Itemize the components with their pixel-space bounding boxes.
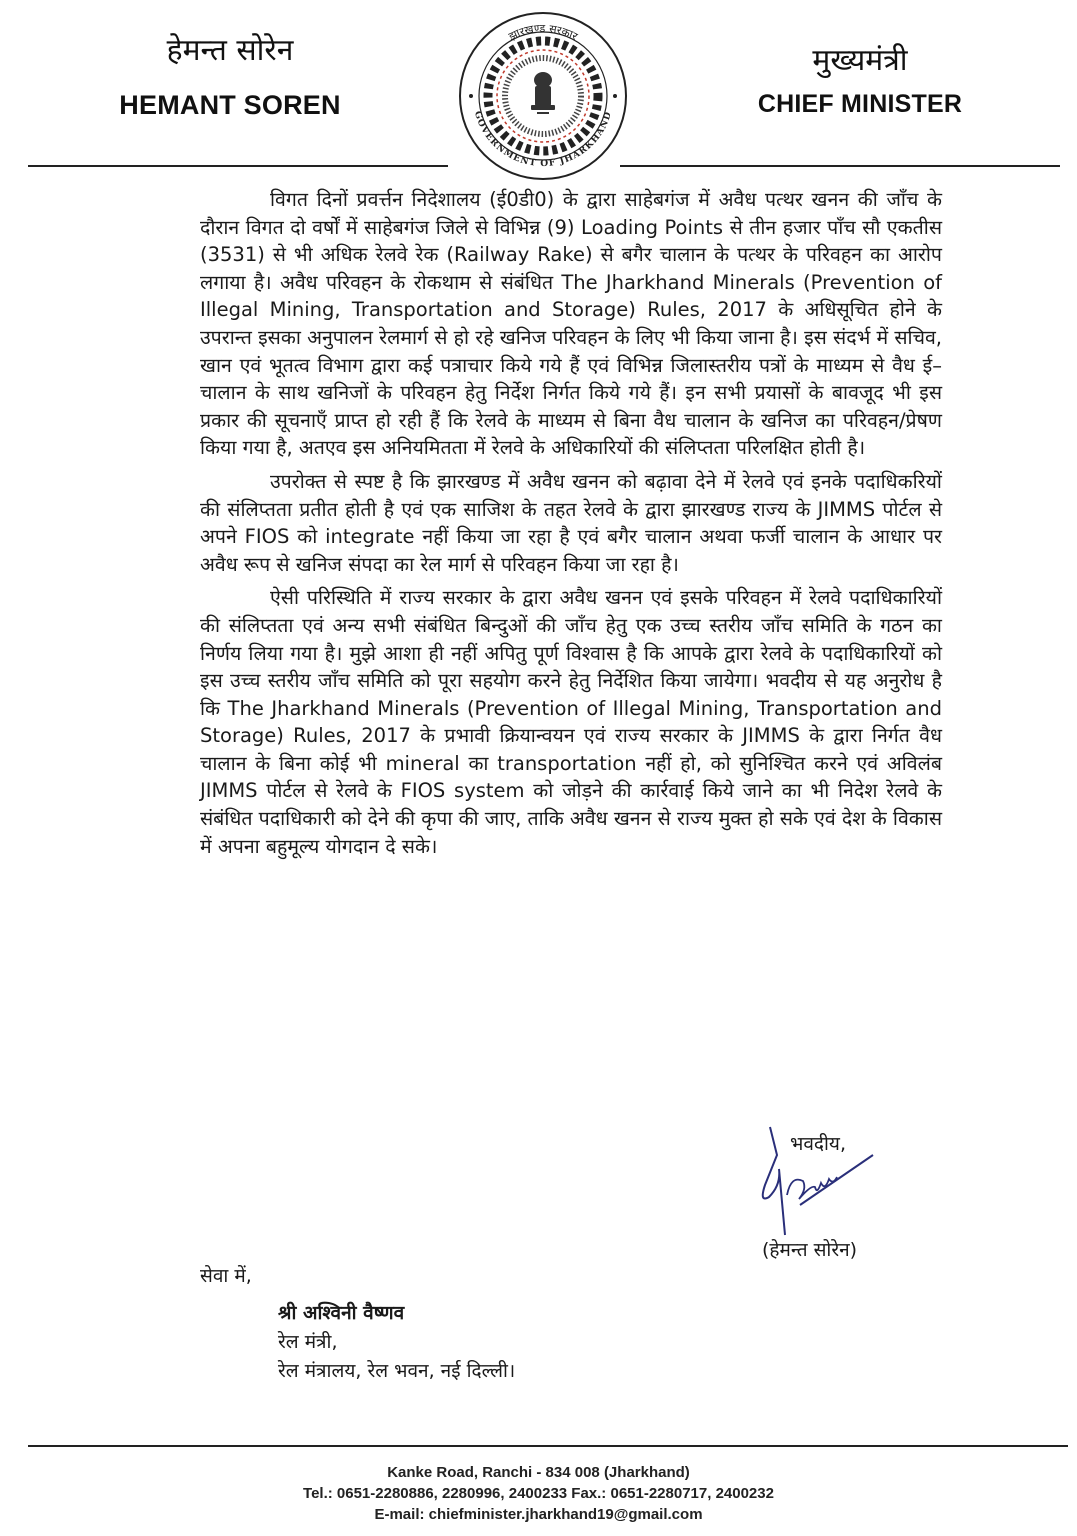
footer-block xyxy=(0,1462,1077,1525)
body-paragraph-3: ऐसी परिस्थिति में राज्य सरकार के द्वारा अवैध खनन एवं इसके परिवहन में रेलवे पदाधिकारियों की संलिप्तता एवं अन्य सभी संबंधित बिन्दुओं की जाँच हेतु एक उच्च स्तरीय जाँच समिति के गठन का निर्णय लिया गया है। मुझे आशा ही नहीं अपितु पूर्ण विश्वास है कि आपके द्वारा रेलवे के पदाधिकारियों को इस उच्च स्तरीय जाँच समिति को पूरा सहयोग करने हेतु निर्देशित किया जायेगा। भवदीय से यह अनुरोध है कि The Jharkhand Minerals (Prevention of Illegal Mining, Transportation and Storage) Rules, 2017 के प्रभावी क्रियान्वयन एवं राज्य सरकार के JIMMS के द्वारा निर्गत वैध चालान के बिना कोई भी mineral का transportation नहीं हो, को सुनिश्चित करने एवं अविलंब JIMMS पोर्टल से रेलवे के FIOS system को जोड़ने की कार्रवाई किये जाने का भी निदेश रेलवे के संबंधित पदाधिकारी को देने की कृपा की जाए, ताकि अवैध खनन से राज्य मुक्त हो सके एवं देश के विकास में अपना बहुमूल्य योगदान दे सके। xyxy=(200,586,942,858)
header-rule-right xyxy=(620,165,1060,167)
sender-title-english: CHIEF MINISTER xyxy=(757,90,963,118)
svg-text:GOVERNMENT OF JHARKHAND: GOVERNMENT OF JHARKHAND xyxy=(471,110,615,170)
footer-email: E-mail: chiefminister.jharkhand19@gmail.com xyxy=(374,1506,703,1523)
footer-address: Kanke Road, Ranchi - 834 008 (Jharkhand) xyxy=(387,1464,690,1481)
footer-rule xyxy=(28,1445,1068,1447)
recipient-prefix: सेवा में, xyxy=(200,1265,252,1287)
sender-name-english: HEMANT SOREN xyxy=(119,90,341,120)
body-paragraph-1: विगत दिनों प्रवर्त्तन निदेशालय (ई0डी0) के द्वारा साहेबगंज में अवैध पत्थर खनन की जाँच के दौरान विगत दो वर्षों में साहेबगंज जिले से विभिन्न (9) Loading Points से तीन हजार पाँच सौ एकतीस (3531) से भी अधिक रेलवे रेक (Railway Rake) से बगैर चालान के पत्थर के परिवहन का आरोप लगाया है। अवैध परिवहन के रोकथाम से संबंधित The Jharkhand Minerals (Prevention of Illegal Mining, Transportation and Storage) Rules, 2017 के अधिसूचित होने के उपरान्त इसका अनुपालन रेलमार्ग से हो रहे खनिज परिवहन के लिए भी किया जाना है। इस संदर्भ में सचिव, खान एवं भूतत्व विभाग द्वारा कई पत्राचार किये गये हैं एवं विभिन्न जिलास्तरीय पत्रों के माध्यम से वैध ई–चालान के साथ खनिजों के परिवहन हेतु निर्देश निर्गत किये गये हैं। इन सभी प्रयासों के बावजूद भी इस प्रकार की सूचनाएँ प्राप्त हो रही हैं कि रेलवे के माध्यम से बिना वैध चालान के खनिज का परिवहन/प्रेषण किया गया है, अतएव इस अनियमितता में रेलवे के अधिकारियों की संलिप्तता परिलक्षित होती है। xyxy=(200,188,943,460)
recipient-address: रेल मंत्रालय, रेल भवन, नई दिल्ली। xyxy=(278,1360,516,1382)
signatory-name: (हेमन्त सोरेन) xyxy=(762,1239,858,1261)
body-paragraph-2: उपरोक्त से स्पष्ट है कि झारखण्ड में अवैध खनन को बढ़ावा देने में रेलवे एवं इनके पदाधिकरियों की संलिप्तता प्रतीत होती है एवं एक साजिश के तहत रेलवे के द्वारा झारखण्ड राज्य के JIMMS पोर्टल से अपने FIOS को integrate नहीं किया जा रहा है एवं बगैर चालान अथवा फर्जी चालान के आधार पर अवैध रूप से खनिज संपदा का रेल मार्ग से परिवहन किया जा रहा है। xyxy=(200,469,942,576)
letter-body xyxy=(200,186,942,860)
footer-phone-fax: Tel.: 0651-2280886, 2280996, 2400233 Fax.: 0651-2280717, 2400232 xyxy=(303,1485,774,1502)
recipient-designation: रेल मंत्री, xyxy=(278,1331,338,1353)
closing-salutation: भवदीय, xyxy=(790,1133,846,1155)
svg-text:झारखण्ड सरकार: झारखण्ड सरकार xyxy=(506,21,580,44)
signature-icon xyxy=(755,1125,895,1245)
sender-name-hindi: हेमन्त सोरेन xyxy=(166,33,294,68)
header-rule-left xyxy=(28,165,448,167)
government-seal-icon xyxy=(457,10,629,182)
recipient-name: श्री अश्विनी वैष्णव xyxy=(278,1302,405,1324)
sender-title-hindi: मुख्यमंत्री xyxy=(812,43,908,78)
recipient-block xyxy=(200,1262,515,1386)
